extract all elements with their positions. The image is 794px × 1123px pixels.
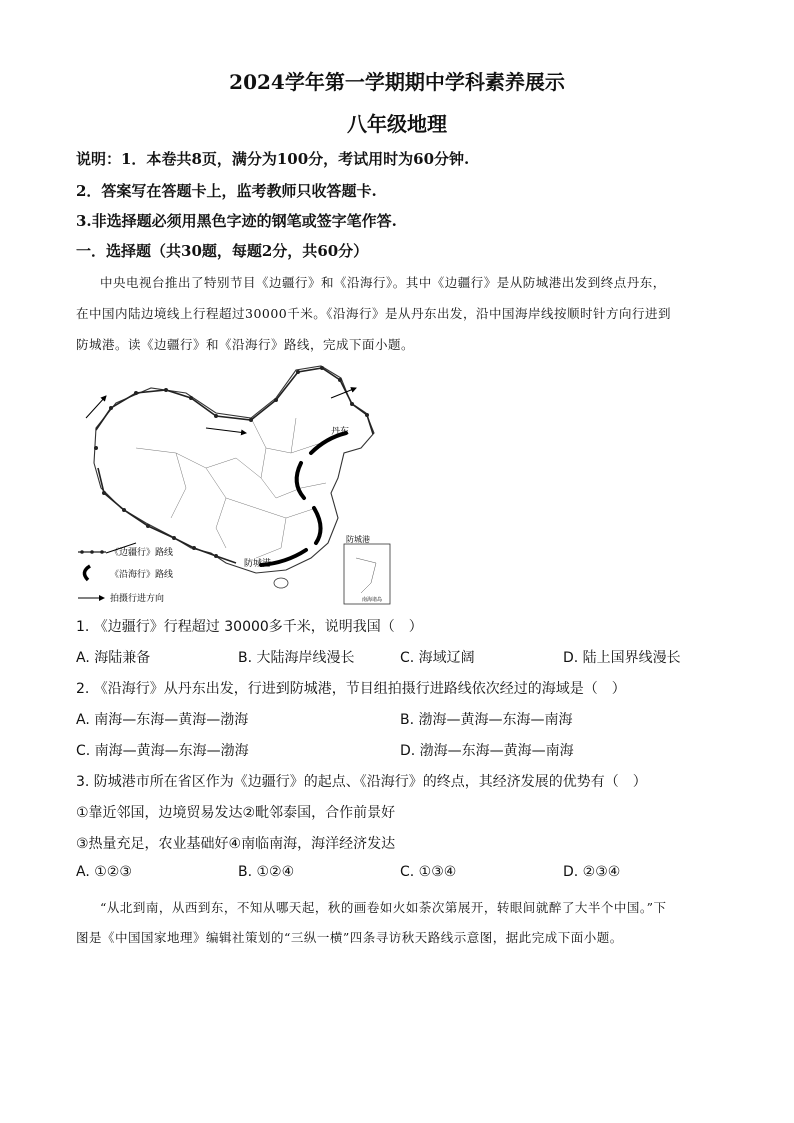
- label-fangchenggang: 防城港: [244, 559, 272, 569]
- border-route-dots: [94, 366, 369, 558]
- passage1-line-3: 防城港。读《边疆行》和《沿海行》路线，完成下面小题。: [76, 337, 415, 352]
- question-2-option-d[interactable]: D. 渤海—东海—黄海—南海: [400, 743, 574, 759]
- subject-title: 八年级地理: [347, 112, 447, 136]
- instruction-line-1: 说明：1．本卷共8页，满分为100分，考试用时为60分钟.: [76, 150, 470, 168]
- legend-border-route: 《边疆行》路线: [110, 548, 174, 558]
- question-3-option-d[interactable]: D. ②③④: [563, 864, 621, 880]
- instruction-line-2: 2．答案写在答题卡上，监考教师只收答题卡.: [76, 182, 377, 200]
- passage1-line-2: 在中国内陆边境线上行程超过30000千米。《沿海行》是从丹东出发，沿中国海岸线按顺时针方向行进到: [76, 306, 672, 321]
- question-1-stem: 1. 《边疆行》行程超过 30000多千米，说明我国（ ）: [76, 619, 423, 635]
- question-2-stem: 2. 《沿海行》从丹东出发，行进到防城港，节目组拍摄行进路线依次经过的海域是（ ）: [76, 681, 626, 697]
- question-3-statements-1: ①靠近邻国，边境贸易发达②毗邻泰国，合作前景好: [76, 805, 396, 821]
- passage1-line-1: 中央电视台推出了特别节目《边疆行》和《沿海行》。其中《边疆行》是从防城港出发到终点丹东，: [100, 275, 666, 290]
- label-fangchenggang-inset: 防城港: [346, 535, 370, 544]
- legend-direction: 拍摄行进方向: [110, 594, 165, 604]
- map-legend: [78, 546, 173, 604]
- question-3-statements-2: ③热量充足，农业基础好④南临南海，海洋经济发达: [76, 836, 396, 852]
- section-heading: 一．选择题（共30题，每题2分，共60分）: [76, 242, 369, 260]
- china-route-map: [76, 358, 396, 608]
- direction-arrows: [86, 388, 356, 553]
- question-3-option-c[interactable]: C. ①③④: [400, 864, 457, 880]
- question-2-option-a[interactable]: A. 南海—东海—黄海—渤海: [76, 712, 249, 728]
- question-3-option-a[interactable]: A. ①②③: [76, 864, 132, 880]
- inset-caption: 南海诸岛: [362, 597, 383, 603]
- exam-title: 2024学年第一学期期中学科素养展示: [229, 70, 565, 94]
- question-1-option-a[interactable]: A. 海陆兼备: [76, 650, 151, 666]
- question-2-option-c[interactable]: C. 南海—黄海—东海—渤海: [76, 743, 249, 759]
- question-2-option-b[interactable]: B. 渤海—黄海—东海—南海: [400, 712, 573, 728]
- question-1-option-b[interactable]: B. 大陆海岸线漫长: [238, 650, 355, 666]
- passage2-line-1: “从北到南，从西到东，不知从哪天起，秋的画卷如火如荼次第展开，转眼间就醉了大半个中国。”下: [100, 900, 667, 915]
- question-1-option-c[interactable]: C. 海域辽阔: [400, 650, 475, 666]
- question-1-option-d[interactable]: D. 陆上国界线漫长: [563, 650, 681, 666]
- border-route-line: [96, 368, 373, 434]
- question-3-stem: 3. 防城港市所在省区作为《边疆行》的起点、《沿海行》的终点，其经济发展的优势有（ ）: [76, 774, 647, 790]
- china-outline: [94, 366, 374, 573]
- question-3-option-b[interactable]: B. ①②④: [238, 864, 295, 880]
- south-sea-inset: [344, 544, 390, 604]
- passage2-line-2: 图是《中国国家地理》编辑社策划的“三纵一横”四条寻访秋天路线示意图，据此完成下面小题。: [76, 930, 623, 945]
- legend-coast-route: 《沿海行》路线: [110, 570, 174, 580]
- label-dandong: 丹东: [331, 427, 350, 437]
- instruction-line-3: 3.非选择题必须用黑色字迹的钢笔或签字笔作答.: [76, 212, 397, 230]
